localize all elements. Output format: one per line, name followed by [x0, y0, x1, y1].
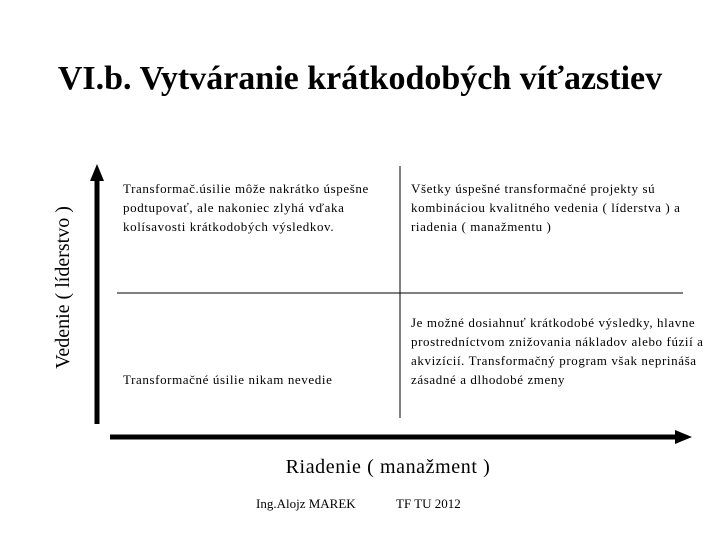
quadrant-bottom-left-text: Transformačné úsilie nikam nevedie [123, 372, 333, 387]
page-title: VI.b. Vytváranie krátkodobých víťazstiev [57, 60, 663, 97]
footer-author: Ing.Alojz MAREK [256, 496, 356, 511]
quadrant-bottom-right-text: Je možné dosiahnuť krátkodobé výsledky, hlavne prostredníctvom znižovania nákladov alebo fúzií a akvizícií. Transformačný program však neprináša zásadné a dlhodobé zmeny [411, 315, 704, 387]
x-axis-arrowhead [675, 430, 692, 444]
y-axis-label-text: Vedenie ( líderstvo ) [51, 206, 74, 369]
y-axis-arrowhead [90, 164, 104, 181]
x-axis-label: Riadenie ( manažment ) [285, 456, 491, 478]
quadrant-top-left-text: Transformač.úsilie môže nakrátko úspešne podtupovať, ale nakoniec zlyhá vďaka kolísavosti krátkodobých výsledkov. [123, 181, 369, 234]
quadrant-top-right-text: Všetky úspešné transformačné projekty sú kombináciou kvalitného vedenia ( líderstva ) a riadenia ( manažmentu ) [411, 181, 681, 234]
footer-organization: TF TU 2012 [396, 496, 461, 511]
